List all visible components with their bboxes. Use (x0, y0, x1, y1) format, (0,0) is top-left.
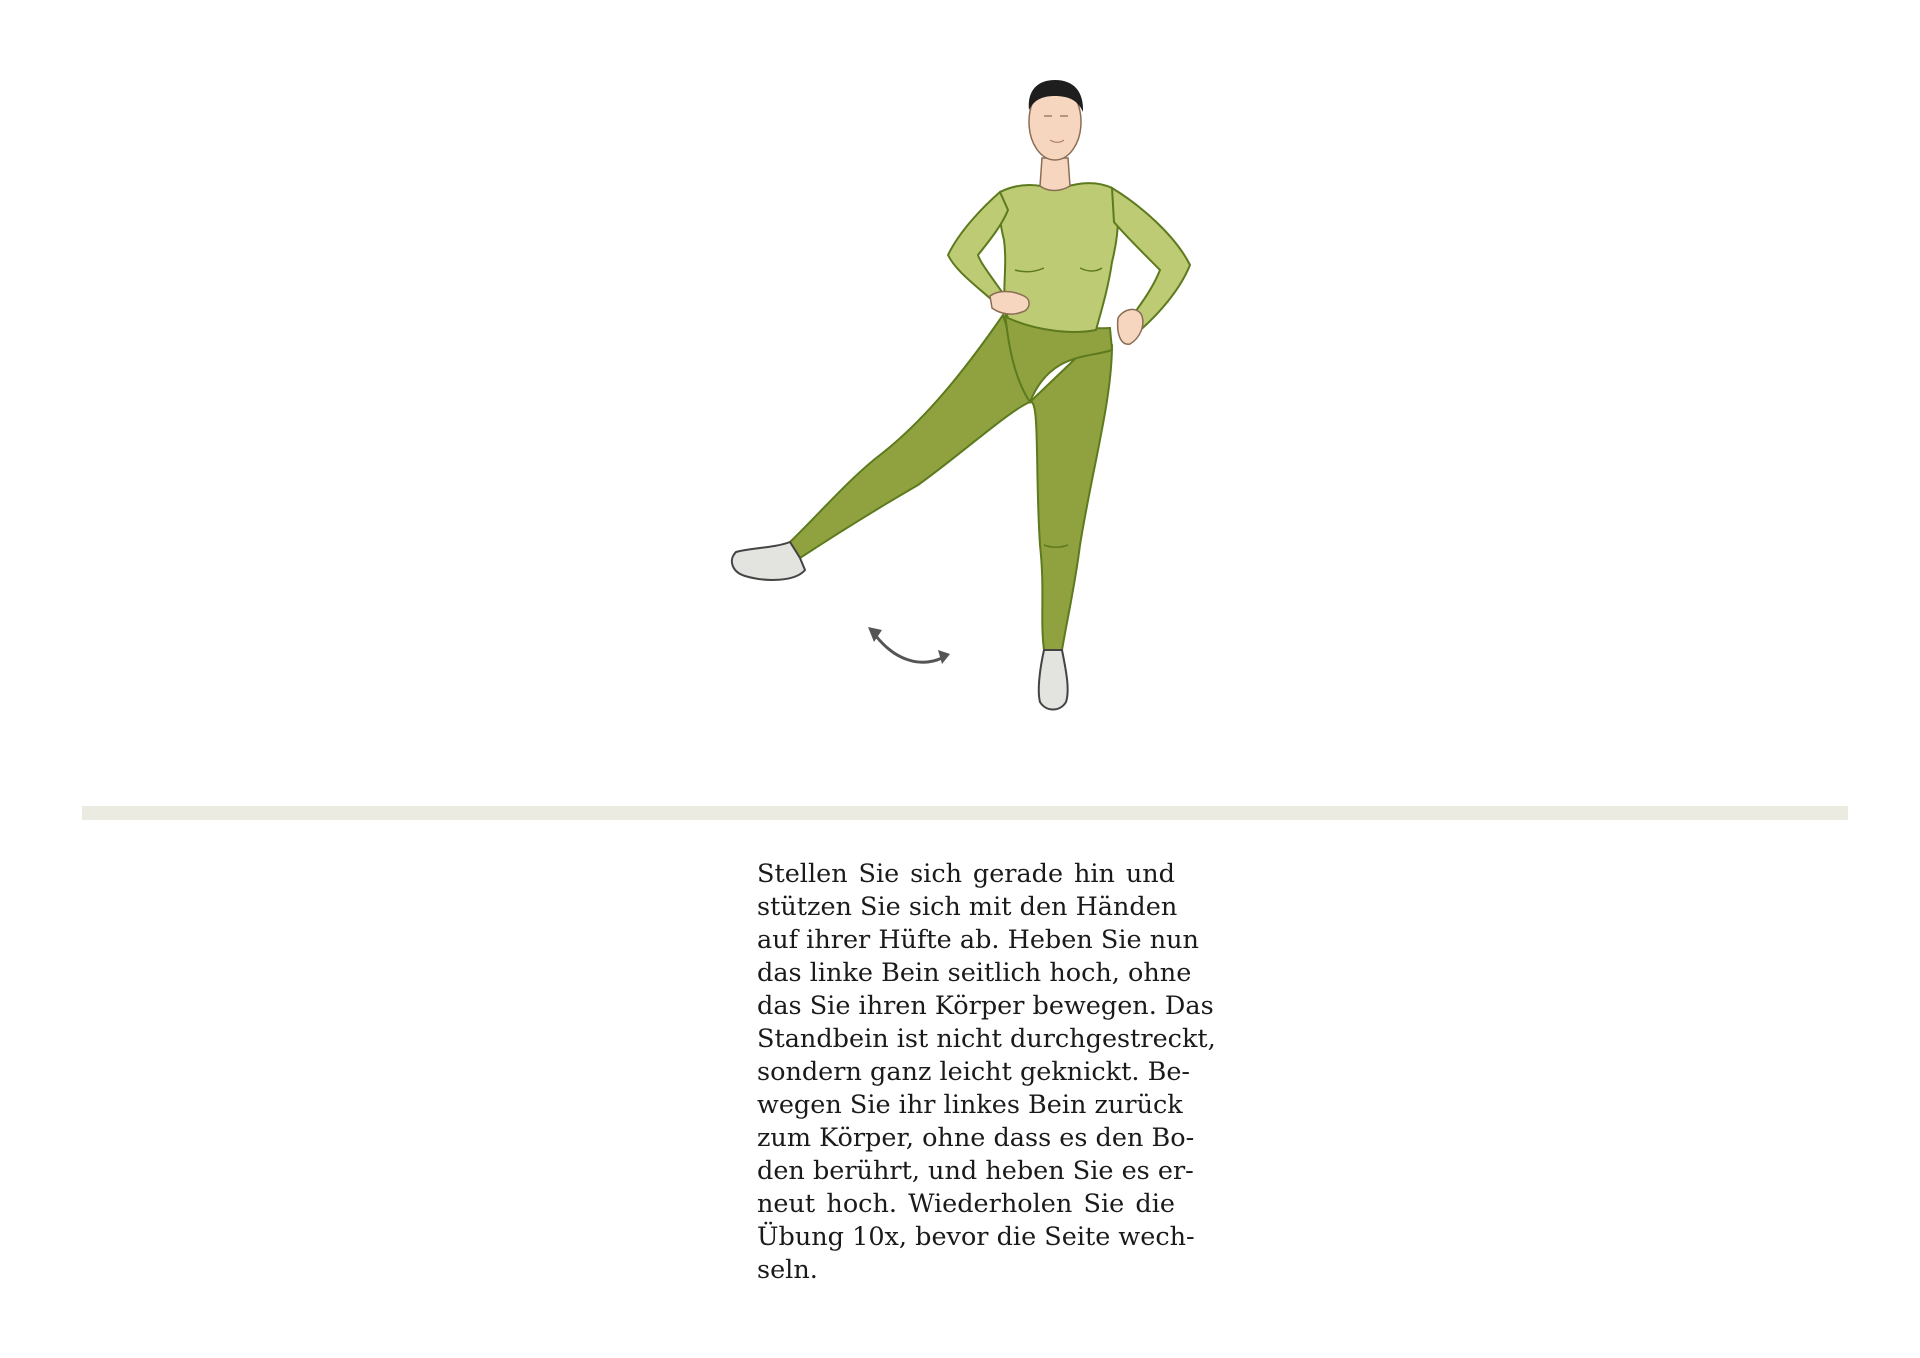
left-arm (948, 192, 1008, 300)
exercise-illustration (700, 70, 1220, 730)
right-arm (1112, 188, 1190, 332)
neck (1040, 158, 1070, 191)
instruction-line: das Sie ihren Körper bewegen. Das (757, 991, 1214, 1021)
instruction-line: auf ihrer Hüfte ab. Heben Sie nun (757, 925, 1199, 955)
section-divider (82, 806, 1848, 820)
instruction-line: wegen Sie ihr linkes Bein zurück (757, 1090, 1183, 1120)
instruction-line: Übung 10x, bevor die Seite wech- (757, 1222, 1195, 1252)
instruction-line: sondern ganz leicht geknickt. Be- (757, 1057, 1191, 1087)
instruction-line: zum Körper, ohne dass es den Bo- (757, 1123, 1195, 1153)
standing-leg (1030, 335, 1112, 650)
instruction-line: das linke Bein seitlich hoch, ohne (757, 958, 1192, 988)
standing-foot-sock (1039, 650, 1068, 710)
instruction-line: stützen Sie sich mit den Händen (757, 892, 1178, 922)
instruction-line: Stellen Sie sich gerade hin und (757, 859, 1175, 889)
raised-foot-sock (732, 542, 805, 580)
left-hand (990, 292, 1029, 315)
raised-leg (790, 315, 1030, 558)
exercise-instructions (757, 858, 1216, 1287)
right-hand (1118, 309, 1143, 344)
curved-double-arrow-icon (868, 627, 950, 664)
instruction-line: den berührt, und heben Sie es er- (757, 1156, 1194, 1186)
instruction-line: seln. (757, 1255, 818, 1285)
instruction-line: neut hoch. Wiederholen Sie die (757, 1189, 1175, 1219)
instruction-line: Standbein ist nicht durchgestreckt, (757, 1024, 1216, 1054)
